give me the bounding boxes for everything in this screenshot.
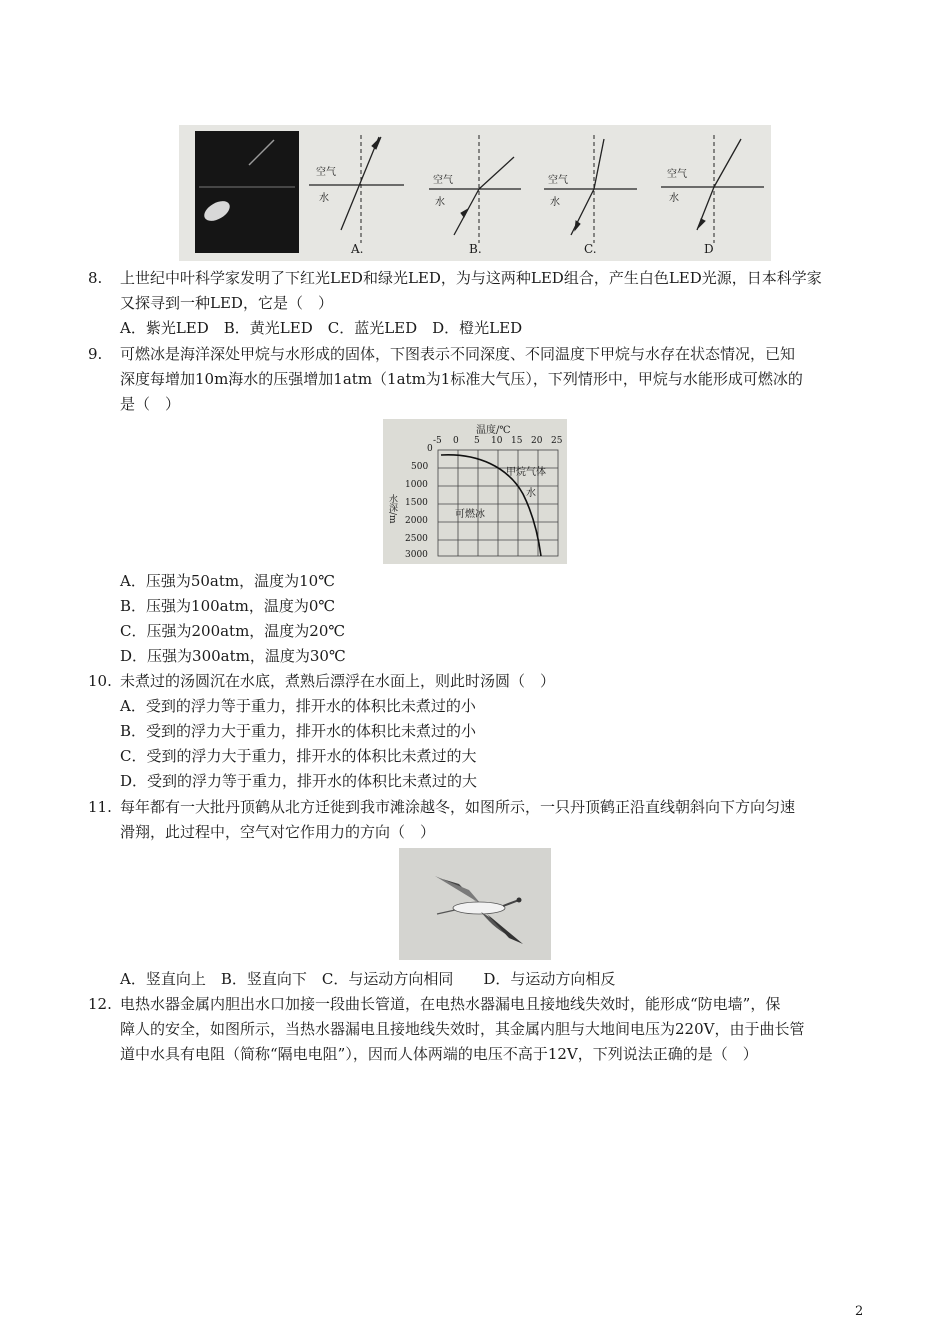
q9-option-c: C．压强为200atm，温度为20℃ <box>120 622 346 640</box>
option-b-label: B. <box>469 242 482 256</box>
q9-line-3: 是（ ） <box>120 395 181 413</box>
label-water-a: 水 <box>319 193 329 204</box>
label-water-d: 水 <box>669 193 679 204</box>
temp-axis-label: 温度/℃ <box>476 425 511 436</box>
y-tick: 1000 <box>405 480 428 490</box>
q10-option-d: D．受到的浮力等于重力，排开水的体积比未煮过的大 <box>120 772 478 790</box>
q10-number: 10. <box>88 672 112 690</box>
q8-options: A．紫光LED B．黄光LED C．蓝光LED D．橙光LED <box>120 319 523 337</box>
q9-line-1: 可燃冰是海洋深处甲烷与水形成的固体，下图表示不同深度、不同温度下甲烷与水存在状态情况，已知 <box>120 345 796 363</box>
label-water-c: 水 <box>550 197 560 208</box>
q10-option-a: A．受到的浮力等于重力，排开水的体积比未煮过的小 <box>120 697 476 715</box>
q11-line-1: 每年都有一大批丹顶鹤从北方迁徙到我市滩涂越冬，如图所示，一只丹顶鹤正沿直线朝斜向下方向匀速 <box>120 798 796 816</box>
q12-line-2: 障人的安全，如图所示，当热水器漏电且接地线失效时，其金属内胆与大地间电压为220V，由于曲长管 <box>120 1020 805 1038</box>
x-tick: 25 <box>551 436 563 446</box>
crane-photo <box>399 848 551 960</box>
q9-option-d: D．压强为300atm，温度为30℃ <box>120 647 346 665</box>
q8-line-1: 上世纪中叶科学家发明了下红光LED和绿光LED，为与这两种LED组合，产生白色LED光源，日本科学家 <box>120 269 822 287</box>
q8-line-2: 又探寻到一种LED，它是（ ） <box>120 294 333 312</box>
q11-line-2: 滑翔，此过程中，空气对它作用力的方向（ ） <box>120 823 436 841</box>
y-tick: 2500 <box>405 534 428 544</box>
q12-line-3: 道中水具有电阻（简称“隔电电阻”），因而人体两端的电压不高于12V，下列说法正确的是（ ） <box>120 1045 758 1063</box>
q12-line-1: 电热水器金属内胆出水口加接一段曲长管道，在电热水器漏电且接地线失效时，能形成“防电墙”，保 <box>120 995 781 1013</box>
q11-options: A．竖直向上 B．竖直向下 C．与运动方向相同 D．与运动方向相反 <box>120 970 616 988</box>
x-tick: 15 <box>511 436 523 446</box>
label-air-d: 空气 <box>667 169 687 180</box>
x-tick: 10 <box>491 436 503 446</box>
refraction-figure <box>179 125 771 261</box>
x-tick: 5 <box>474 436 480 446</box>
label-air-c: 空气 <box>548 175 568 186</box>
q9-option-a: A．压强为50atm，温度为10℃ <box>120 572 335 590</box>
y-tick: 500 <box>411 462 429 472</box>
label-air-b: 空气 <box>433 175 453 186</box>
region-ice-label: 可燃冰 <box>455 509 485 520</box>
label-air-a: 空气 <box>316 167 336 178</box>
q10-option-c: C．受到的浮力大于重力，排开水的体积比未煮过的大 <box>120 747 477 765</box>
q11-number: 11. <box>88 798 112 816</box>
y-tick: 3000 <box>405 550 428 560</box>
option-a-label: A. <box>351 242 364 256</box>
depth-axis-label: 水深/m <box>387 494 397 524</box>
x-tick: 0 <box>453 436 459 446</box>
crane-illustration <box>399 848 551 960</box>
x-tick: 20 <box>531 436 543 446</box>
q9-number: 9. <box>88 345 103 363</box>
x-tick: -5 <box>433 436 442 446</box>
region-water-label: 水 <box>526 488 536 499</box>
page-number: 2 <box>855 1304 864 1319</box>
y-tick: 1500 <box>405 498 428 508</box>
option-d-label: D <box>704 242 714 256</box>
y-tick: 2000 <box>405 516 428 526</box>
phase-diagram-figure <box>383 419 567 564</box>
fish-photo <box>195 131 299 253</box>
refraction-diagram <box>179 125 771 261</box>
option-c-diagram <box>544 135 637 243</box>
region-gas-label: 甲烷气体 <box>506 467 546 478</box>
q12-number: 12. <box>88 995 112 1013</box>
option-c-label: C. <box>584 242 597 256</box>
q9-line-2: 深度每增加10m海水的压强增加1atm（1atm为1标准大气压），下列情形中，甲烷与水能形成可燃冰的 <box>120 370 803 388</box>
option-b-diagram <box>429 135 521 243</box>
y-tick: 0 <box>427 444 433 454</box>
q10-line: 未煮过的汤圆沉在水底，煮熟后漂浮在水面上，则此时汤圆（ ） <box>120 672 556 690</box>
q8-number: 8. <box>88 269 103 287</box>
q9-option-b: B．压强为100atm，温度为0℃ <box>120 597 336 615</box>
q10-option-b: B．受到的浮力大于重力，排开水的体积比未煮过的小 <box>120 722 477 740</box>
label-water-b: 水 <box>435 197 445 208</box>
